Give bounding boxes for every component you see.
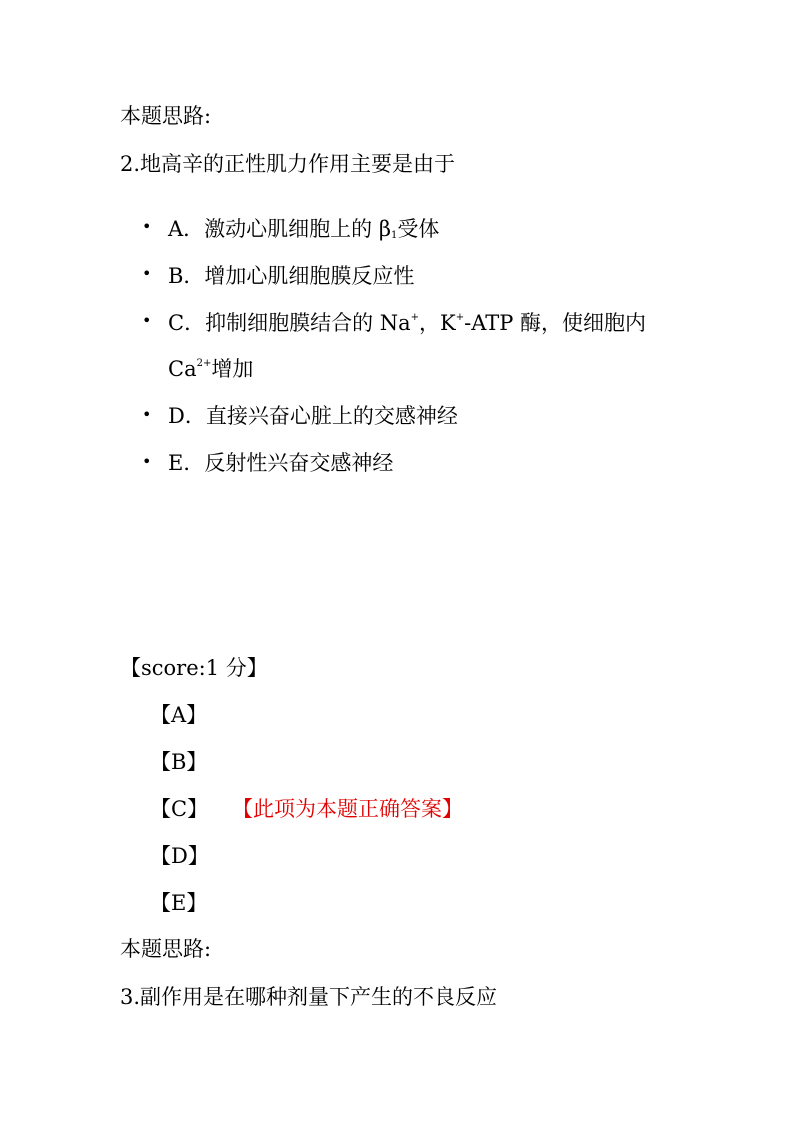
option-c <box>168 307 646 337</box>
option-a-tail: 受体 <box>397 217 440 241</box>
option-a-text: A．激动心肌细胞上的 β <box>168 217 391 241</box>
bullet-b: • <box>142 264 152 283</box>
bullet-e: • <box>142 452 152 471</box>
option-d: D．直接兴奋心脏上的交感神经 <box>168 404 458 428</box>
option-e: E．反射性兴奋交感神经 <box>168 451 394 475</box>
option-c-tail: -ATP 酶，使细胞内 <box>464 311 647 335</box>
option-c-line2 <box>168 353 253 383</box>
option-c-mid: ，K <box>419 311 456 335</box>
option-a-sub: 1 <box>390 230 398 241</box>
answer-a: 【A】 <box>150 703 208 727</box>
answer-c: 【C】 <box>150 797 209 821</box>
option-c-text: C．抑制细胞膜结合的 Na <box>168 311 411 335</box>
bullet-a: • <box>142 217 152 236</box>
question-3-stem: 3.副作用是在哪种剂量下产生的不良反应 <box>120 985 498 1009</box>
section-label-top: 本题思路: <box>120 104 212 128</box>
score-label: 【score:1 分】 <box>120 656 268 680</box>
question-2-stem: 2.地高辛的正性肌力作用主要是由于 <box>120 152 456 176</box>
option-a <box>168 213 439 243</box>
bullet-c: • <box>142 311 152 330</box>
answer-d: 【D】 <box>150 844 209 868</box>
option-c-sup1: + <box>410 312 420 323</box>
option-c-line2-sup: 2+ <box>196 358 212 369</box>
bullet-d: • <box>142 405 152 424</box>
option-c-sup2: + <box>455 312 465 323</box>
answer-b: 【B】 <box>150 750 208 774</box>
section-label-bottom: 本题思路: <box>120 937 212 961</box>
answer-e: 【E】 <box>150 891 208 915</box>
option-c-line2-tail: 增加 <box>211 357 254 381</box>
option-b: B．增加心肌细胞膜反应性 <box>168 264 415 288</box>
correct-answer-note: 【此项为本题正确答案】 <box>232 797 463 821</box>
option-c-line2-pre: Ca <box>168 357 197 381</box>
